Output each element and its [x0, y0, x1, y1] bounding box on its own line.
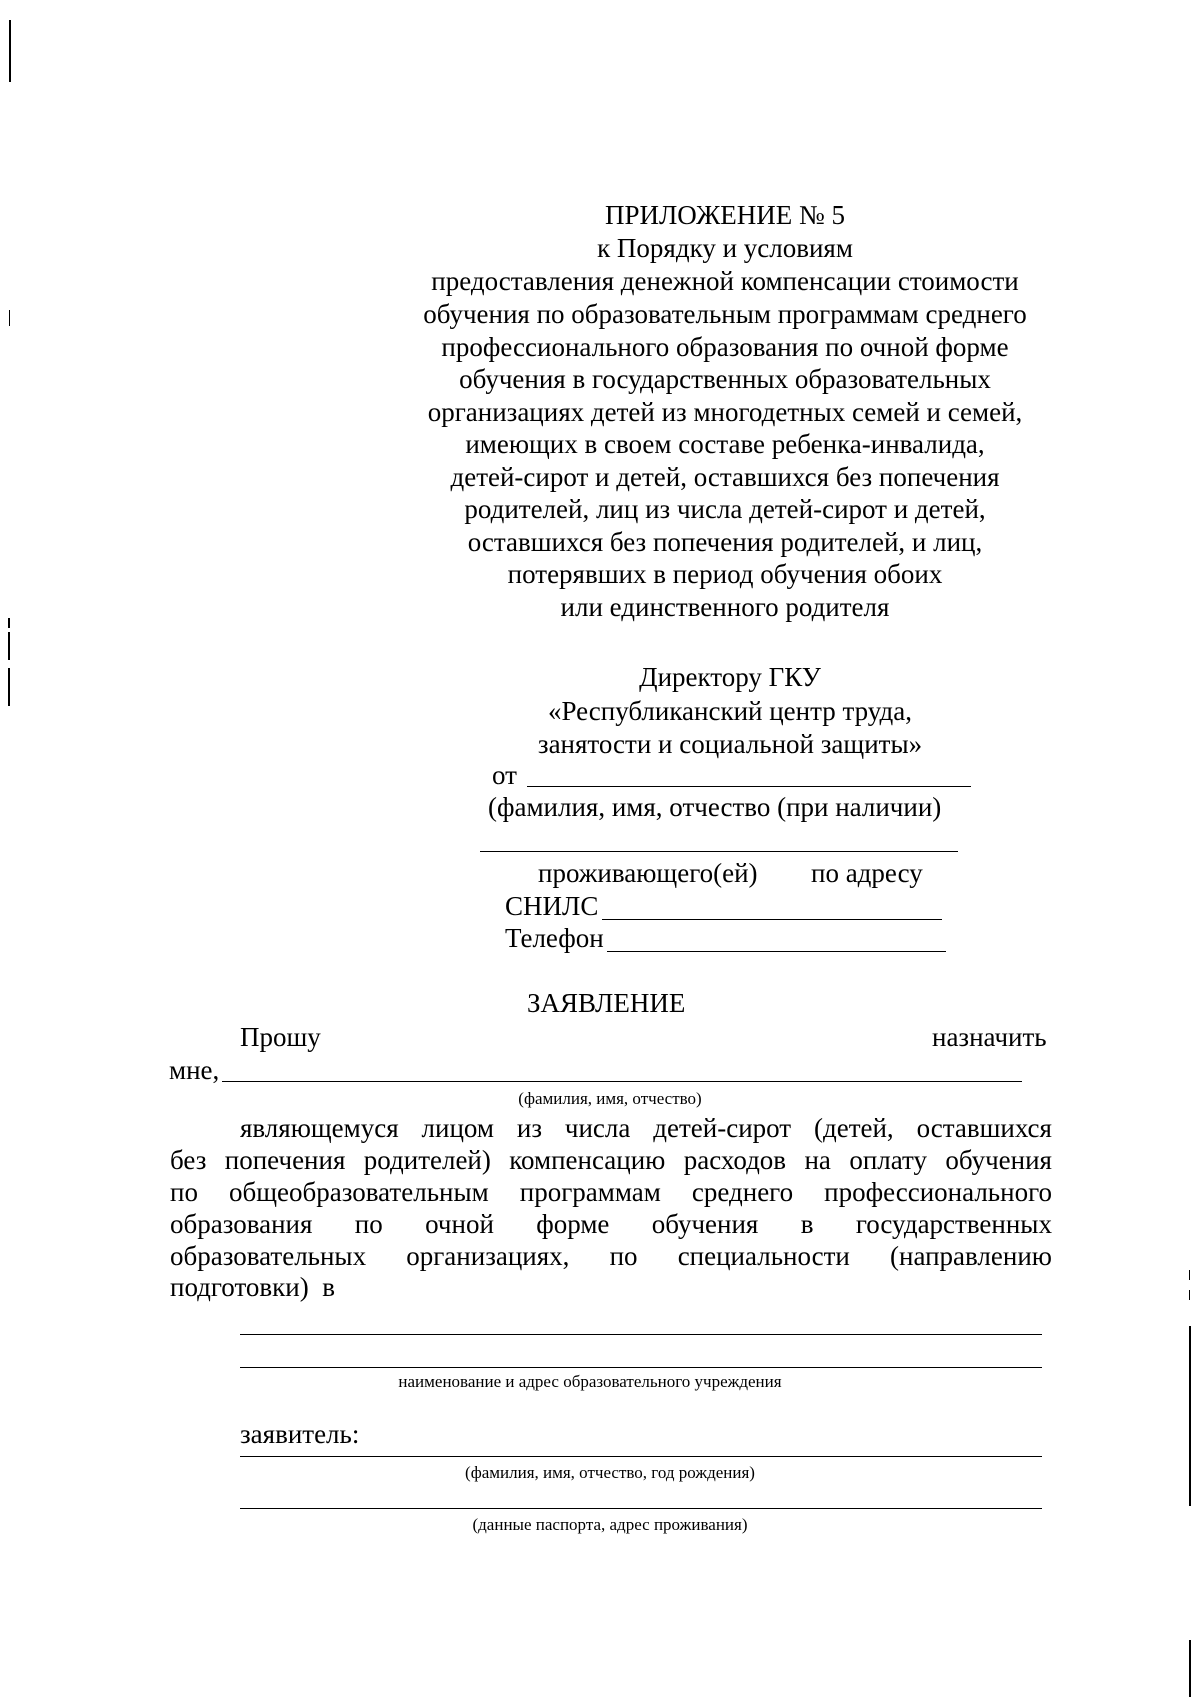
- phone-field[interactable]: [607, 951, 946, 952]
- body-word: образовательных: [170, 1241, 367, 1271]
- body-word: из: [516, 1113, 542, 1143]
- statement-body-line: [170, 1144, 1052, 1176]
- body-word: расходов: [683, 1145, 787, 1175]
- body-word: по: [354, 1209, 383, 1239]
- body-word: по: [609, 1241, 638, 1271]
- body-word: оставшихся: [916, 1113, 1052, 1143]
- body-word: программам: [519, 1177, 661, 1207]
- header-line: оставшихся без попечения родителей, и лиц,: [467, 527, 983, 557]
- scan-mark: [1189, 1326, 1191, 1506]
- applicant-caption: (фамилия, имя, отчество, год рождения): [465, 1463, 755, 1482]
- header-line: предоставления денежной компенсации стоимости: [431, 266, 1019, 296]
- institution-field-1[interactable]: [240, 1334, 1042, 1335]
- header-line: обучения по образовательным программам среднего: [423, 299, 1027, 329]
- naznachit-word: назначить: [932, 1022, 1047, 1052]
- body-word: являющемуся: [240, 1113, 399, 1143]
- body-word: без: [170, 1145, 207, 1175]
- header-line: родителей, лиц из числа детей-сирот и детей,: [464, 494, 986, 524]
- residing-label: проживающего(ей): [538, 858, 758, 888]
- applicant-label: заявитель:: [240, 1419, 360, 1449]
- header-line: профессионального образования по очной форме: [441, 332, 1009, 362]
- from-label: от: [492, 760, 517, 790]
- header-line: обучения в государственных образовательных: [459, 364, 991, 394]
- fio-extra-field[interactable]: [480, 851, 958, 852]
- body-word: обучения: [945, 1145, 1052, 1175]
- scan-mark: [8, 632, 10, 660]
- body-word: государственных: [855, 1209, 1052, 1239]
- body-word: образования: [170, 1209, 313, 1239]
- body-word: форме: [536, 1209, 610, 1239]
- header-line: имеющих в своем составе ребенка-инвалида,: [465, 429, 985, 459]
- appendix-title: ПРИЛОЖЕНИЕ № 5: [604, 200, 846, 230]
- phone-label: Телефон: [505, 923, 604, 953]
- scan-mark: [8, 618, 10, 628]
- scan-mark: [9, 310, 10, 326]
- passport-caption: (данные паспорта, адрес проживания): [472, 1515, 748, 1534]
- header-line: потерявших в период обучения обоих: [507, 559, 943, 589]
- statement-title: ЗАЯВЛЕНИЕ: [527, 988, 686, 1018]
- header-line: или единственного родителя: [560, 592, 890, 622]
- statement-last-line: подготовки) в: [170, 1272, 335, 1302]
- institution-caption: наименование и адрес образовательного учреждения: [398, 1372, 782, 1391]
- scan-mark: [1189, 1290, 1190, 1300]
- header-line: организациях детей из многодетных семей и семей,: [427, 397, 1023, 427]
- snils-label: СНИЛС: [505, 891, 599, 921]
- body-word: организациях,: [406, 1241, 570, 1271]
- body-word: общеобразовательным: [229, 1177, 489, 1207]
- fio-caption: (фамилия, имя, отчество (при наличии): [488, 792, 942, 822]
- statement-body-line: [170, 1176, 1052, 1208]
- body-word: компенсацию: [509, 1145, 666, 1175]
- institution-field-2[interactable]: [240, 1367, 1042, 1368]
- header-line: к Порядку и условиям: [597, 233, 853, 263]
- body-word: детей-сирот: [653, 1113, 792, 1143]
- scan-mark: [9, 20, 11, 82]
- body-word: специальности: [677, 1241, 850, 1271]
- body-word: очной: [425, 1209, 494, 1239]
- body-word: среднего: [691, 1177, 794, 1207]
- from-fio-field[interactable]: [527, 786, 971, 787]
- snils-field[interactable]: [602, 919, 942, 920]
- body-word: в: [800, 1209, 814, 1239]
- scan-mark: [1189, 1640, 1191, 1697]
- body-word: профессионального: [824, 1177, 1052, 1207]
- body-word: попечения: [224, 1145, 346, 1175]
- body-word: обучения: [651, 1209, 759, 1239]
- addressee-line: Директору ГКУ: [639, 662, 821, 692]
- statement-body-line: [170, 1240, 1052, 1272]
- scan-mark: [1189, 1270, 1190, 1280]
- statement-fio-caption: (фамилия, имя, отчество): [518, 1089, 702, 1108]
- passport-field[interactable]: [240, 1508, 1042, 1509]
- body-word: (направлению: [890, 1241, 1052, 1271]
- header-line: детей-сирот и детей, оставшихся без попечения: [450, 462, 1000, 492]
- mne-label: мне,: [169, 1055, 220, 1085]
- prosh-word: Прошу: [240, 1022, 321, 1052]
- body-word: на: [804, 1145, 831, 1175]
- body-word: оплату: [849, 1145, 927, 1175]
- body-word: (детей,: [813, 1113, 894, 1143]
- body-word: родителей): [363, 1145, 491, 1175]
- scan-mark: [8, 668, 10, 706]
- body-word: лицом: [421, 1113, 494, 1143]
- addressee-line: «Республиканский центр труда,: [547, 696, 913, 726]
- applicant-details-field[interactable]: [240, 1456, 1042, 1457]
- applicant-fio-field[interactable]: [222, 1081, 1022, 1082]
- body-word: числа: [564, 1113, 631, 1143]
- statement-body-line: [170, 1208, 1052, 1240]
- statement-body-line: [240, 1112, 1052, 1144]
- addressee-line: занятости и социальной защиты»: [537, 729, 923, 759]
- body-word: по: [170, 1177, 198, 1207]
- at-address-label: по адресу: [811, 858, 923, 888]
